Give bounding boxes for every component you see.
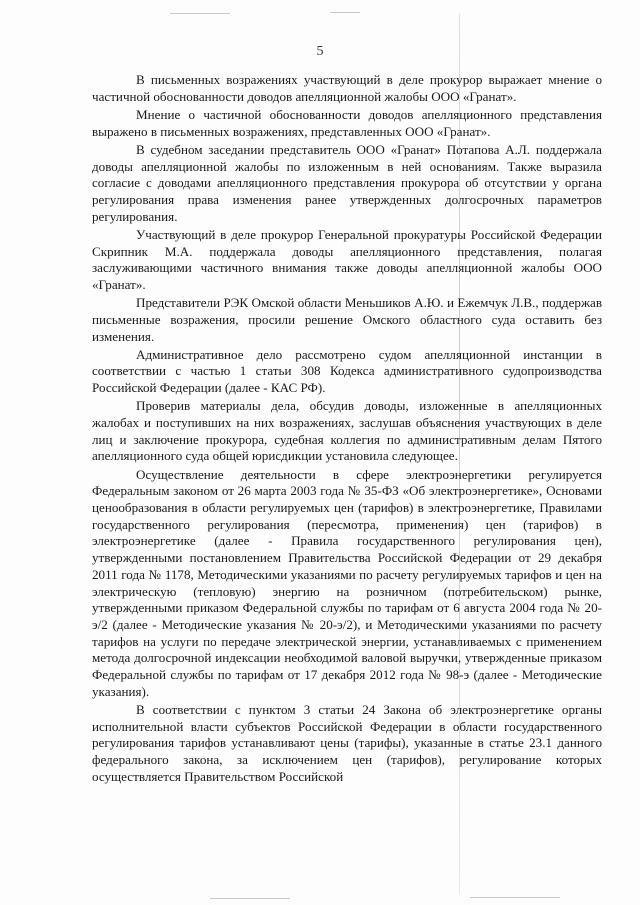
paragraph: Мнение о частичной обоснованности доводов апелляционного представления выражено в письменных возражениях, представленных ООО «Гранат».	[92, 106, 602, 139]
paragraph: Осуществление деятельности в сфере электроэнергетики регулируется Федеральным законом от 26 марта 2003 года № 35-ФЗ «Об электроэнергетике», Основами ценообразования в области регулируемых цен (тарифов) в электроэнергетике, Правилами государственного регулирования (пересмотра, применения) цен (тарифов) в электроэнергетике (далее - Правила государственного регулирования цен), утвержденными постановлением Правительства Российской Федерации от 29 декабря 2011 года № 1178, Методическими указаниями по расчету регулируемых тарифов и цен на электрическую (тепловую) энергию на розничном (потребительском) рынке, утвержденными приказом Федеральной службы по тарифам от 6 августа 2004 года № 20-э/2 (далее - Методические указания № 20-э/2), и Методическими указаниями по расчету тарифов на услуги по передаче электрической энергии, устанавливаемых с применением метода долгосрочной индексации необходимой валовой выручки, утвержденные приказом Федеральной службы по тарифам от 17 декабря 2012 года № 98-э (далее - Методические указания).	[92, 466, 602, 699]
paragraph: В письменных возражениях участвующий в деле прокурор выражает мнение о частичной обоснованности доводов апелляционной жалобы ООО «Гранат».	[92, 72, 602, 104]
paragraph: Участвующий в деле прокурор Генеральной прокуратуры Российской Федерации Скрипник М.А. поддержала доводы апелляционного представления, полагая заслуживающими частичного внимания также доводы апелляционной жалобы ООО «Гранат».	[92, 226, 602, 292]
paragraph: Представители РЭК Омской области Меньшиков А.Ю. и Ежемчук Л.В., поддержав письменные возражения, просили решение Омского областного суда оставить без изменения.	[92, 295, 602, 344]
paragraph: В соответствии с пунктом 3 статьи 24 Закона об электроэнергетике органы исполнительной власти субъектов Российской Федерации в области государственного регулирования тарифов устанавливают цены (тарифы), указанные в статье 23.1 данного федерального закона, за исключением цен (тарифов), регулирование которых осуществляется Правительством Российской	[92, 702, 602, 784]
scan-mark	[470, 897, 560, 898]
page-number: 5	[316, 44, 324, 59]
scan-mark	[330, 12, 360, 13]
document-body	[92, 72, 602, 787]
paragraph: В судебном заседании представитель ООО «Гранат» Потапова А.Л. поддержала доводы апелляционной жалобы по изложенным в ней основаниям. Также выразила согласие с доводами апелляционного представления прокурора об отсутствии у органа регулирования права изменения ранее утвержденных долгосрочных параметров регулирования.	[92, 141, 602, 224]
scan-mark	[210, 898, 290, 899]
scan-mark	[170, 13, 230, 14]
paragraph: Административное дело рассмотрено судом апелляционной инстанции в соответствии с частью 1 статьи 308 Кодекса административного судопроизводства Российской Федерации (далее - КАС РФ).	[92, 346, 602, 396]
paragraph: Проверив материалы дела, обсудив доводы, изложенные в апелляционных жалобах и поступивших на них возражениях, заслушав объяснения участвующих в деле лиц и заключение прокурора, судебная коллегия по административным делам Пятого апелляционного суда общей юрисдикции установила следующее.	[92, 398, 602, 464]
